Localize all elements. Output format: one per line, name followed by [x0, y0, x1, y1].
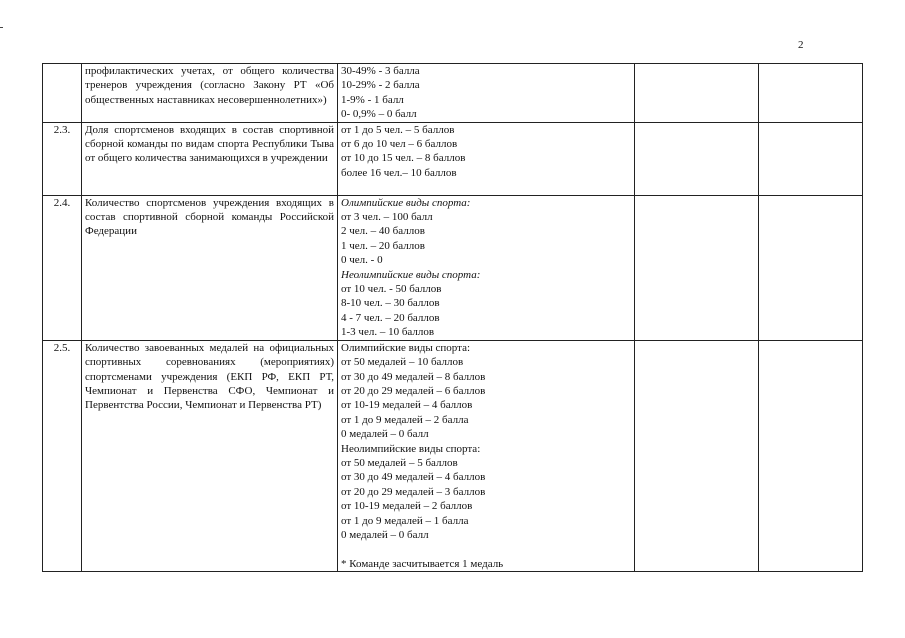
- table-row: [43, 340, 863, 571]
- empty-cell: [635, 122, 759, 195]
- score-line: 4 - 7 чел. – 20 баллов: [341, 311, 440, 324]
- score-line: 30-49% - 3 балла: [341, 65, 420, 77]
- empty-cell: [635, 64, 759, 123]
- item-number: [43, 64, 82, 123]
- empty-cell: [759, 340, 863, 571]
- scan-edge-mark: [0, 27, 3, 28]
- item-number: 2.4.: [43, 195, 82, 340]
- score-line: более 16 чел.– 10 баллов: [341, 166, 457, 179]
- score-line: от 10 до 15 чел. – 8 баллов: [341, 152, 466, 165]
- criterion-description: Количество завоеванных медалей на официальных спортивных соревнованиях (мероприятиях) спортсменами учреждения (ЕКП РФ, ЕКП РТ, Чемпионат и Первенства СФО, Чемпионат и Первентства России, Чемпионат и Первенства РТ): [82, 340, 338, 571]
- criteria-table: [42, 63, 863, 572]
- score-line: от 20 до 29 медалей – 6 баллов: [341, 384, 486, 397]
- score-line: от 50 медалей – 10 баллов: [341, 356, 464, 369]
- scoring-scale: [338, 195, 635, 340]
- score-line: от 10-19 медалей – 2 баллов: [341, 500, 473, 513]
- score-line: 0- 0,9% – 0 балл: [341, 108, 417, 121]
- criterion-description: профилактических учетах, от общего количества тренеров учреждения (согласно Закону РТ «Об общественных наставниках несовершеннолетних»): [82, 64, 338, 123]
- criterion-description: Доля спортсменов входящих в состав спортивной сборной команды по видам спорта Республики Тыва от общего количества занимающихся в учреждении: [82, 122, 338, 195]
- score-line: 8-10 чел. – 30 баллов: [341, 297, 440, 310]
- score-line: от 50 медалей – 5 баллов: [341, 456, 458, 469]
- empty-cell: [759, 195, 863, 340]
- score-line: 0 чел. - 0: [341, 254, 383, 267]
- score-line: 0 медалей – 0 балл: [341, 528, 429, 541]
- scoring-scale: [338, 64, 635, 123]
- score-line: от 3 чел. – 100 балл: [341, 211, 433, 224]
- score-line: 0 медалей – 0 балл: [341, 428, 429, 441]
- empty-cell: [759, 64, 863, 123]
- score-line: от 10 чел. - 50 баллов: [341, 283, 442, 296]
- score-line: Олимпийские виды спорта:: [341, 341, 471, 354]
- item-number: 2.5.: [43, 340, 82, 571]
- score-line: Олимпийские виды спорта:: [341, 196, 471, 209]
- score-line: от 30 до 49 медалей – 8 баллов: [341, 370, 486, 383]
- score-line: Неолимпийские виды спорта:: [341, 442, 481, 455]
- empty-cell: [635, 340, 759, 571]
- score-line: [341, 542, 631, 556]
- empty-cell: [759, 122, 863, 195]
- score-line: от 1 до 5 чел. – 5 баллов: [341, 123, 455, 136]
- item-number: 2.3.: [43, 122, 82, 195]
- score-line: 1-9% - 1 балл: [341, 93, 404, 106]
- empty-cell: [635, 195, 759, 340]
- page-number: 2: [798, 39, 804, 51]
- criterion-description: Количество спортсменов учреждения входящих в состав спортивной сборной команды Российской Федерации: [82, 195, 338, 340]
- scoring-scale: [338, 122, 635, 195]
- score-line: 1-3 чел. – 10 баллов: [341, 326, 435, 339]
- table-row: [43, 195, 863, 340]
- score-line: [341, 180, 631, 194]
- score-line: от 30 до 49 медалей – 4 баллов: [341, 471, 486, 484]
- score-line: от 10-19 медалей – 4 баллов: [341, 399, 473, 412]
- score-line: 2 чел. – 40 баллов: [341, 225, 425, 238]
- table-row: [43, 64, 863, 123]
- score-line: 10-29% - 2 балла: [341, 79, 420, 92]
- scoring-scale: [338, 340, 635, 571]
- score-line: * Команде засчитывается 1 медаль: [341, 557, 504, 570]
- score-line: Неолимпийские виды спорта:: [341, 268, 481, 281]
- score-line: от 1 до 9 медалей – 1 балла: [341, 514, 469, 527]
- criteria-table-body: [43, 64, 863, 572]
- table-row: [43, 122, 863, 195]
- score-line: 1 чел. – 20 баллов: [341, 239, 425, 252]
- score-line: от 20 до 29 медалей – 3 баллов: [341, 485, 486, 498]
- score-line: от 6 до 10 чел – 6 баллов: [341, 138, 458, 151]
- score-line: от 1 до 9 медалей – 2 балла: [341, 413, 469, 426]
